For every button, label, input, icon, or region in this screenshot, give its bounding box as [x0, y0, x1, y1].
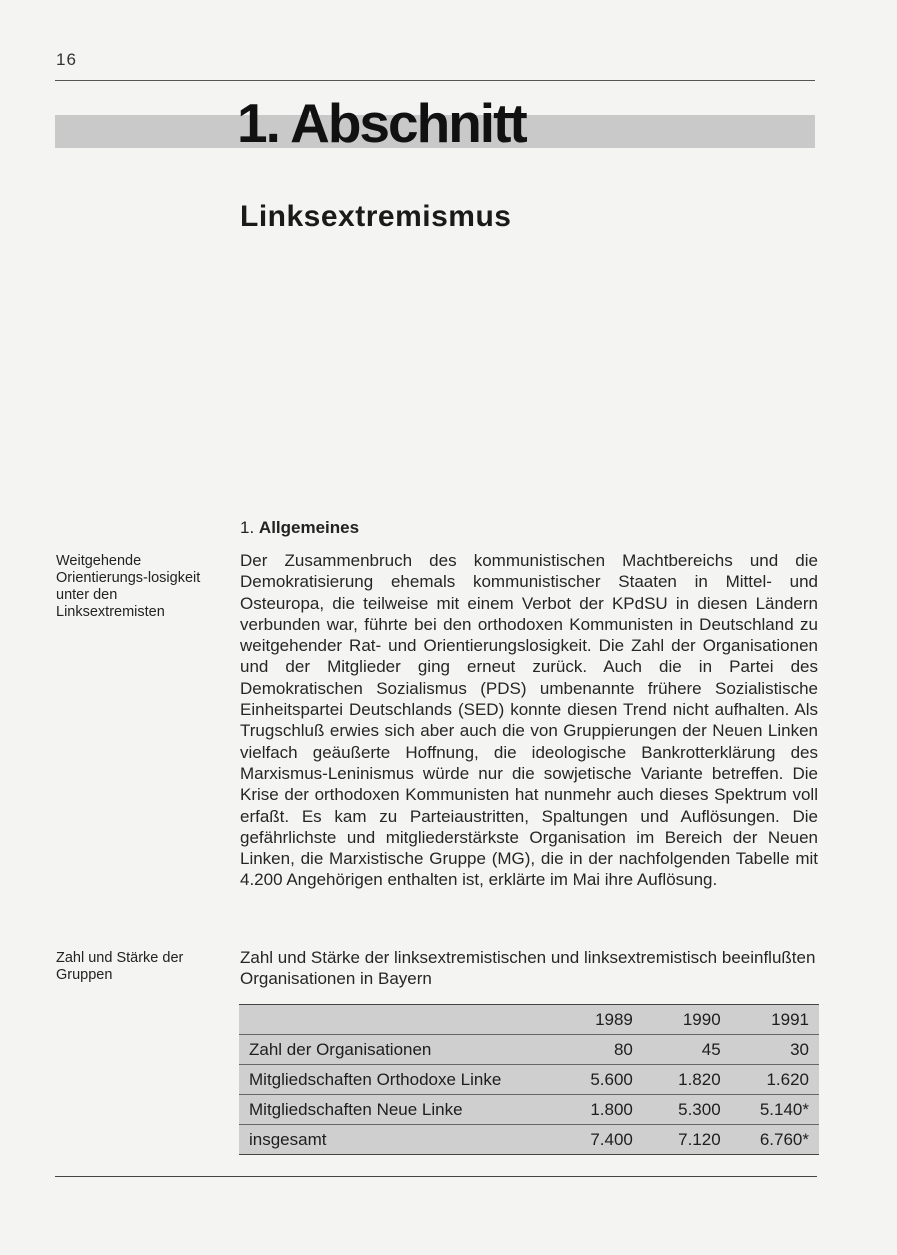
table-row [239, 1065, 819, 1095]
table-row [239, 1095, 819, 1125]
table-row [239, 1035, 819, 1065]
table-cell: 6.760* [731, 1125, 819, 1155]
table-cell: 5.300 [643, 1095, 731, 1125]
subsection-number: 1. [240, 518, 255, 537]
table-header-cell [239, 1005, 555, 1035]
row-label: Mitgliedschaften Neue Linke [239, 1095, 555, 1125]
section-heading: 1. Abschnitt [237, 92, 526, 154]
row-label: Zahl der Organisationen [239, 1035, 555, 1065]
row-label: Mitgliedschaften Orthodoxe Linke [239, 1065, 555, 1095]
table-header-cell: 1990 [643, 1005, 731, 1035]
margin-note-groups: Zahl und Stärke der Gruppen [56, 950, 184, 983]
table-cell: 7.120 [643, 1125, 731, 1155]
body-paragraph: Der Zusammenbruch des kommunistischen Machtbereichs und die Demokratisierung ehemals kommunistischer Staaten in Mittel- und Osteuropa, die teilweise mit einem Verbot der KPdSU in diesen Ländern verbunden war, führte bei den orthodoxen Kommunisten in Deutschland zu weitgehender Rat- und Orientierungslosigkeit. Die Zahl der Organisationen und der Mitglieder ging erneut zurück. Auch die in Partei des Demokratischen Sozialismus (PDS) umbenannte frühere Sozialistische Einheitspartei Deutschlands (SED) konnte diesen Trend nicht aufhalten. Als Trugschluß erwies sich aber auch die von Gruppierungen der Neuen Linken vielfach geäußerte Hoffnung, die ideologische Bankrotterklärung des Marxismus-Leninismus würde nur die sowjetische Variante betreffen. Die Krise der orthodoxen Kommunisten hat nunmehr auch dieses Spektrum voll erfaßt. Es kam zu Parteiaustritten, Spaltungen und Auflösungen. Die gefährlichste und mitgliederstärkste Organisation im Bereich der Neuen Linken, die Marxistische Gruppe (MG), die in der nachfolgenden Tabelle mit 4.200 Angehörigen enthalten ist, erklärte im Mai ihre Auflösung. [240, 551, 818, 890]
bottom-rule [55, 1176, 817, 1177]
table-header-cell: 1991 [731, 1005, 819, 1035]
table-cell: 1.800 [555, 1095, 643, 1125]
table-cell: 1.820 [643, 1065, 731, 1095]
subsection-heading [240, 518, 359, 538]
table-cell: 5.140* [731, 1095, 819, 1125]
table-cell: 1.620 [731, 1065, 819, 1095]
row-label: insgesamt [239, 1125, 555, 1155]
top-rule [55, 80, 815, 81]
page-number: 16 [56, 50, 77, 69]
table-cell: 45 [643, 1035, 731, 1065]
chapter-title: Linksextremismus [240, 200, 512, 233]
table-cell: 80 [555, 1035, 643, 1065]
table-cell: 30 [731, 1035, 819, 1065]
table-caption: Zahl und Stärke der linksextremistischen und linksextremistisch beeinflußten Organisationen in Bayern [240, 948, 816, 988]
table-header-cell: 1989 [555, 1005, 643, 1035]
table-header-row [239, 1005, 819, 1035]
table-cell: 5.600 [555, 1065, 643, 1095]
statistics-table [239, 1004, 819, 1155]
table-row [239, 1125, 819, 1155]
subsection-title: Allgemeines [258, 518, 360, 537]
table-cell: 7.400 [555, 1125, 643, 1155]
margin-note-orientation: Weitgehende Orientierungs-losigkeit unter den Linksextremisten [56, 553, 201, 620]
